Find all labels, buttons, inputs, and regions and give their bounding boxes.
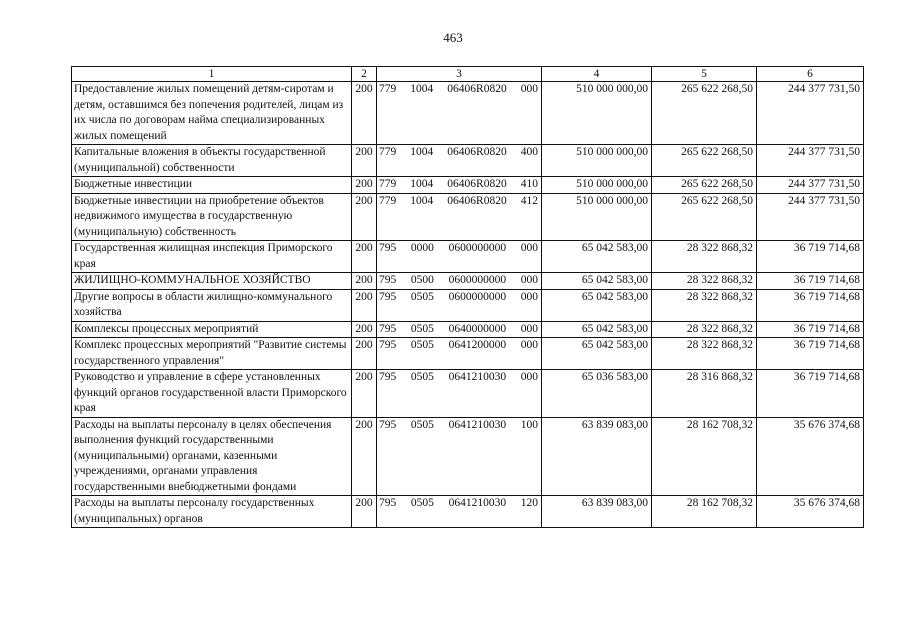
target-code: 06406R0820 — [447, 194, 507, 207]
row-classification-code — [377, 289, 542, 321]
row-amount-col6: 244 377 731,50 — [757, 82, 864, 145]
row-admin-code: 200 — [352, 338, 377, 370]
page-number: 463 — [443, 30, 463, 45]
classification-code-group — [377, 82, 541, 98]
row-name: Комплексы процессных мероприятий — [72, 321, 352, 338]
column-header-2: 2 — [352, 67, 377, 82]
row-amount-col5: 265 622 268,50 — [652, 82, 757, 145]
table-row — [72, 289, 864, 321]
row-name: Государственная жилищная инспекция Приморского края — [72, 241, 352, 273]
expense-type-code: 400 — [520, 146, 538, 158]
row-amount-col5: 28 316 868,32 — [652, 370, 757, 418]
row-name: Капитальные вложения в объекты государственной (муниципальной) собственности — [72, 145, 352, 177]
column-header-4: 4 — [542, 67, 652, 82]
row-amount-col6: 36 719 714,68 — [757, 321, 864, 338]
classification-code-group — [377, 338, 541, 354]
classification-code-group — [377, 496, 541, 512]
row-amount-col6: 36 719 714,68 — [757, 370, 864, 418]
ministry-code: 795 — [379, 322, 397, 335]
row-classification-code — [377, 177, 542, 194]
ministry-code: 795 — [379, 339, 397, 351]
row-admin-code: 200 — [352, 145, 377, 177]
row-amount-col4: 510 000 000,00 — [542, 177, 652, 194]
section-code: 0505 — [410, 339, 434, 351]
expense-type-code: 000 — [520, 83, 538, 95]
ministry-code: 795 — [379, 274, 397, 286]
expense-type-code: 100 — [520, 418, 538, 431]
target-code: 0641210030 — [448, 371, 507, 383]
table-row — [72, 417, 864, 496]
expense-type-code: 000 — [520, 242, 538, 254]
target-code: 0641210030 — [448, 418, 507, 431]
table-row — [72, 370, 864, 418]
classification-code-group — [377, 370, 541, 386]
row-amount-col5: 28 322 868,32 — [652, 338, 757, 370]
row-classification-code — [377, 82, 542, 145]
row-amount-col4: 65 042 583,00 — [542, 321, 652, 338]
row-name: Руководство и управление в сфере установленных функций органов государственной власти Приморского края — [72, 370, 352, 418]
row-amount-col4: 510 000 000,00 — [542, 193, 652, 241]
table-row — [72, 321, 864, 338]
ministry-code: 779 — [379, 194, 397, 207]
section-code: 0500 — [410, 274, 434, 286]
row-amount-col6: 36 719 714,68 — [757, 273, 864, 290]
target-code: 0600000000 — [448, 290, 507, 303]
row-amount-col6: 244 377 731,50 — [757, 193, 864, 241]
classification-code-group — [377, 418, 541, 434]
row-admin-code: 200 — [352, 417, 377, 496]
row-admin-code: 200 — [352, 370, 377, 418]
row-classification-code — [377, 417, 542, 496]
expense-type-code: 000 — [520, 322, 538, 335]
expense-type-code: 412 — [520, 194, 538, 207]
row-classification-code — [377, 193, 542, 241]
row-name: Другие вопросы в области жилищно-коммунального хозяйства — [72, 289, 352, 321]
section-code: 0505 — [410, 497, 434, 509]
target-code: 06406R0820 — [447, 178, 507, 190]
row-amount-col5: 28 162 708,32 — [652, 417, 757, 496]
ministry-code: 795 — [379, 290, 397, 303]
section-code: 0505 — [410, 322, 434, 335]
row-admin-code: 200 — [352, 177, 377, 194]
row-amount-col4: 65 042 583,00 — [542, 273, 652, 290]
ministry-code: 795 — [379, 242, 397, 254]
ministry-code: 795 — [379, 418, 397, 431]
row-amount-col6: 35 676 374,68 — [757, 417, 864, 496]
section-code: 0505 — [410, 418, 434, 431]
row-classification-code — [377, 145, 542, 177]
section-code: 1004 — [410, 194, 434, 207]
row-amount-col6: 36 719 714,68 — [757, 338, 864, 370]
table-row — [72, 193, 864, 241]
section-code: 0505 — [410, 290, 434, 303]
row-classification-code — [377, 496, 542, 528]
row-admin-code: 200 — [352, 273, 377, 290]
row-amount-col5: 28 322 868,32 — [652, 289, 757, 321]
column-header-5: 5 — [652, 67, 757, 82]
table-row — [72, 177, 864, 194]
row-name: Расходы на выплаты персоналу в целях обеспечения выполнения функций государственными (муниципальными) органами, казенными учреждениями, органами управления государственными внебюджетными фондами — [72, 417, 352, 496]
ministry-code: 779 — [379, 146, 397, 158]
row-amount-col4: 510 000 000,00 — [542, 82, 652, 145]
row-amount-col4: 510 000 000,00 — [542, 145, 652, 177]
row-amount-col5: 265 622 268,50 — [652, 145, 757, 177]
table-row — [72, 145, 864, 177]
target-code: 0640000000 — [448, 322, 507, 335]
expense-type-code: 000 — [520, 290, 538, 303]
classification-code-group — [377, 241, 541, 257]
row-amount-col4: 65 036 583,00 — [542, 370, 652, 418]
ministry-code: 779 — [379, 178, 397, 190]
row-amount-col4: 65 042 583,00 — [542, 338, 652, 370]
classification-code-group — [377, 145, 541, 161]
row-amount-col5: 28 322 868,32 — [652, 273, 757, 290]
target-code: 06406R0820 — [447, 146, 507, 158]
row-admin-code: 200 — [352, 496, 377, 528]
section-code: 1004 — [410, 83, 434, 95]
row-amount-col4: 63 839 083,00 — [542, 496, 652, 528]
row-name: Бюджетные инвестиции — [72, 177, 352, 194]
table-row — [72, 496, 864, 528]
row-amount-col5: 265 622 268,50 — [652, 177, 757, 194]
target-code: 0600000000 — [448, 242, 507, 254]
row-amount-col4: 63 839 083,00 — [542, 417, 652, 496]
row-admin-code: 200 — [352, 289, 377, 321]
row-amount-col4: 65 042 583,00 — [542, 241, 652, 273]
row-amount-col6: 244 377 731,50 — [757, 177, 864, 194]
row-classification-code — [377, 338, 542, 370]
table-row — [72, 273, 864, 290]
column-header-3: 3 — [377, 67, 542, 82]
row-amount-col5: 28 322 868,32 — [652, 321, 757, 338]
target-code: 0641200000 — [448, 339, 507, 351]
section-code: 1004 — [410, 178, 434, 190]
row-amount-col6: 36 719 714,68 — [757, 289, 864, 321]
classification-code-group — [377, 322, 541, 338]
row-admin-code: 200 — [352, 241, 377, 273]
classification-code-group — [377, 273, 541, 289]
table-row — [72, 82, 864, 145]
target-code: 06406R0820 — [447, 83, 507, 95]
row-amount-col6: 35 676 374,68 — [757, 496, 864, 528]
row-name: Бюджетные инвестиции на приобретение объектов недвижимого имущества в государственную (муниципальную) собственность — [72, 193, 352, 241]
classification-code-group — [377, 177, 541, 193]
classification-code-group — [377, 194, 541, 210]
budget-table — [71, 66, 864, 528]
row-classification-code — [377, 370, 542, 418]
row-amount-col5: 28 322 868,32 — [652, 241, 757, 273]
row-amount-col4: 65 042 583,00 — [542, 289, 652, 321]
row-name: Комплекс процессных мероприятий "Развитие системы государственного управления" — [72, 338, 352, 370]
row-amount-col6: 36 719 714,68 — [757, 241, 864, 273]
row-admin-code: 200 — [352, 321, 377, 338]
section-code: 0505 — [410, 371, 434, 383]
section-code: 0000 — [410, 242, 434, 254]
row-admin-code: 200 — [352, 193, 377, 241]
ministry-code: 795 — [379, 497, 397, 509]
row-name: Расходы на выплаты персоналу государственных (муниципальных) органов — [72, 496, 352, 528]
row-amount-col6: 244 377 731,50 — [757, 145, 864, 177]
expense-type-code: 120 — [520, 497, 538, 509]
row-classification-code — [377, 273, 542, 290]
expense-type-code: 000 — [520, 339, 538, 351]
ministry-code: 795 — [379, 371, 397, 383]
table-row — [72, 241, 864, 273]
row-amount-col5: 265 622 268,50 — [652, 193, 757, 241]
target-code: 0641210030 — [448, 497, 507, 509]
column-header-6: 6 — [757, 67, 864, 82]
ministry-code: 779 — [379, 83, 397, 95]
expense-type-code: 410 — [520, 178, 538, 190]
expense-type-code: 000 — [520, 274, 538, 286]
table-header-row — [72, 67, 864, 82]
row-classification-code — [377, 241, 542, 273]
classification-code-group — [377, 290, 541, 306]
expense-type-code: 000 — [520, 371, 538, 383]
column-header-1: 1 — [72, 67, 352, 82]
section-code: 1004 — [410, 146, 434, 158]
target-code: 0600000000 — [448, 274, 507, 286]
row-admin-code: 200 — [352, 82, 377, 145]
row-name: ЖИЛИЩНО-КОММУНАЛЬНОЕ ХОЗЯЙСТВО — [72, 273, 352, 290]
row-amount-col5: 28 162 708,32 — [652, 496, 757, 528]
row-classification-code — [377, 321, 542, 338]
table-row — [72, 338, 864, 370]
row-name: Предоставление жилых помещений детям-сиротам и детям, оставшимся без попечения родителей, лицам из их числа по договорам найма специализированных жилых помещений — [72, 82, 352, 145]
